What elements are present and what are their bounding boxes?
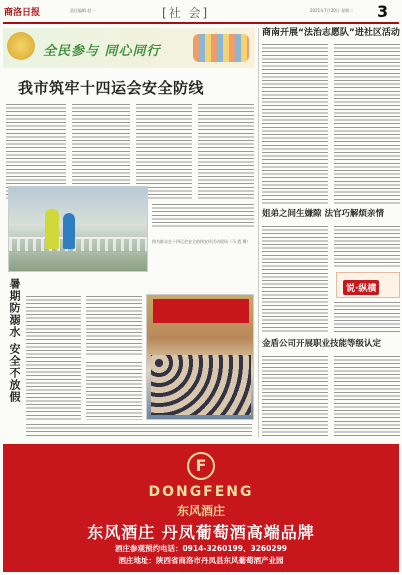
inset-badge xyxy=(336,272,400,298)
edition-info: 责任编辑 赵一 xyxy=(70,8,96,13)
column-divider xyxy=(258,28,259,438)
person-figure-2 xyxy=(63,213,75,249)
lead-body-col-5 xyxy=(152,204,254,228)
person-figure xyxy=(45,209,59,249)
section-label: [社 会] xyxy=(162,6,210,20)
right1-body-col-1 xyxy=(262,44,328,204)
photo-banner xyxy=(153,299,249,323)
photo-crowd xyxy=(151,355,251,415)
story2-caption xyxy=(26,424,252,438)
story2-body-col-3 xyxy=(86,362,142,420)
right2-body-col-3 xyxy=(334,302,400,334)
lead-caption xyxy=(152,240,252,244)
right2-body-col-2 xyxy=(334,226,400,268)
story2-body-col-2 xyxy=(86,296,142,356)
lead-body-col-4 xyxy=(198,104,254,200)
ad-hotline: 酒庄参观预约电话：0914-3260199、3260299 xyxy=(114,544,288,553)
slogan-banner xyxy=(3,28,255,68)
ad-address: 酒庄地址：陕西省商洛市丹凤县东风葡萄酒产业园 xyxy=(118,556,284,565)
caption-text: 图为群众在十四运会安全防线宣传活动现场 xyxy=(152,239,228,244)
right-headline-1: 商南开展“法治志愿队”进社区活动 xyxy=(262,28,400,38)
section-name: 社 会 xyxy=(168,6,203,20)
right3-body-col-1 xyxy=(262,356,328,438)
ad-logo-icon: F xyxy=(187,452,215,480)
right-headline-3: 金盾公司开展职业技能等级认定 xyxy=(262,339,382,349)
right1-body-col-2 xyxy=(334,44,400,204)
ad-slogan: 东风酒庄 丹凤葡萄酒高端品牌 xyxy=(87,523,315,542)
right3-body-col-2 xyxy=(334,356,400,438)
paper-name: 商洛日报 xyxy=(4,8,41,18)
ad-brand-cn: 东风酒庄 xyxy=(176,504,225,518)
bridge-railing xyxy=(9,237,147,251)
caption-photographer: （马 霞 摄） xyxy=(228,239,251,244)
ad-brand-en: DONGFENG xyxy=(148,484,254,500)
lead-headline: 我市筑牢十四运会安全防线 xyxy=(18,79,205,97)
right2-body-col-1 xyxy=(262,226,328,334)
banner-ribbon-icon xyxy=(7,32,35,60)
banner-figures-icon xyxy=(193,34,249,62)
vertical-headline: 暑期防溺水 安全不放假 xyxy=(8,278,21,403)
right-headline-2: 姐弟之间生嫌隙 法官巧解烦亲情 xyxy=(262,209,384,219)
lead-photo xyxy=(8,186,148,272)
badge-label: 说·纵横 xyxy=(343,280,379,295)
page-number: 3 xyxy=(377,2,389,21)
group-photo xyxy=(146,294,254,420)
banner-slogan: 全民参与 同心同行 xyxy=(43,44,161,59)
masthead xyxy=(0,0,402,24)
story2-body-col-1 xyxy=(26,296,81,420)
masthead-rule xyxy=(3,22,399,24)
issue-date: 2021年7月20日 星期二 xyxy=(310,8,354,13)
advertisement xyxy=(3,444,399,572)
